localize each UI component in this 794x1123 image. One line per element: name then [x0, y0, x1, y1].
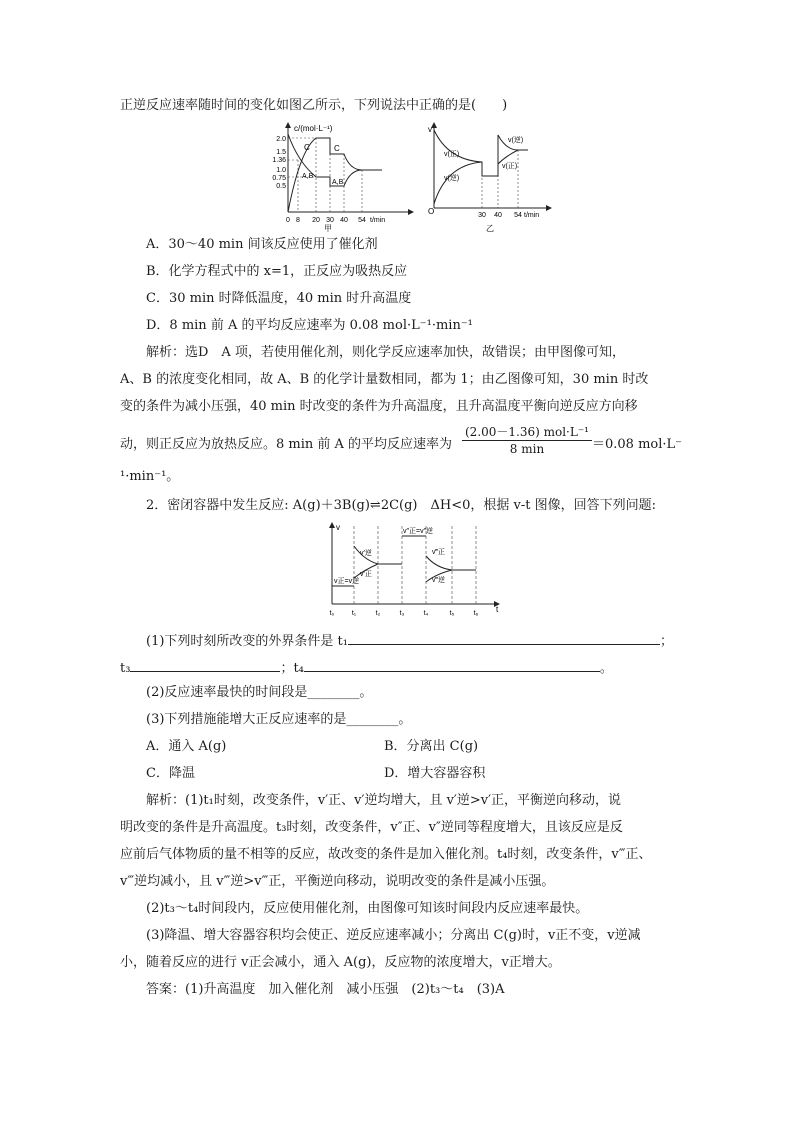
answer-blank-t3[interactable] — [130, 657, 280, 672]
q1-analysis-line: 解析：选D A 项，若使用催化剂，则化学反应速率加快，故错误；由甲图像可知， — [146, 345, 625, 360]
fig-jia-ytick: 1.5 — [276, 149, 286, 156]
fig-q2-label-v1-rev: v′逆 — [360, 550, 372, 557]
fig-jia-xtick: 30 — [326, 217, 334, 224]
fig-jia-xtick: 54 — [358, 217, 366, 224]
q1-analysis-line: ＝0.08 mol·L⁻ — [592, 437, 683, 452]
fig-q2-label-v2: v″正=v″逆 — [403, 528, 434, 535]
q2-analysis-line: v‴逆均减小，且 v‴逆>v‴正，平衡逆向移动，说明改变的条件是减小压强。 — [120, 874, 555, 889]
fig-yi-xtick: 54 — [514, 212, 522, 219]
q2-stem: 2．密闭容器中发生反应: A(g)＋3B(g)⇌2C(g) ΔH<0，根据 v-t 图像，回答下列问题: — [146, 498, 656, 513]
fig-jia-xtick: 40 — [340, 217, 348, 224]
q2-sub1-t3-label: t₃ — [120, 661, 131, 676]
figure-q2-vt-chart — [324, 520, 504, 622]
fig-jia-ytick: 2.0 — [276, 136, 286, 143]
q2-sub1-sep: ； — [280, 661, 294, 676]
fig-q2-tick: t₀ — [329, 610, 335, 617]
fig-q2-tick: t₅ — [449, 610, 455, 617]
fig-jia-ytick: 1.36 — [272, 157, 286, 164]
fig-q2-tick: t₃ — [399, 610, 405, 617]
fig-jia-xtick: 8 — [296, 217, 300, 224]
fraction-denominator: 8 min — [462, 440, 592, 457]
q1-analysis-line: 动，则正反应为放热反应。8 min 前 A 的平均反应速率为 — [120, 437, 453, 452]
q2-sub2: (2)反应速率最快的时间段是________。 — [146, 685, 373, 700]
fig-yi-origin: O — [428, 207, 435, 216]
q1-intro: 正逆反应速率随时间的变化如图乙所示，下列说法中正确的是( ) — [120, 98, 508, 113]
q2-sub1-label: (1)下列时刻所改变的外界条件是 t₁ — [146, 634, 348, 649]
fig-jia-ylabel: c/(mol·L⁻¹) — [294, 124, 333, 133]
fig-yi-caption: 乙 — [486, 224, 494, 232]
q2-option-a: A．通入 A(g) — [146, 739, 227, 754]
q2-analysis-line: 应前后气体物质的量不相等的反应，故改变的条件是加入催化剂。t₄时刻，改变条件，v‴正、 — [120, 847, 652, 862]
q2-analysis-line: 明改变的条件是升高温度。t₃时刻，改变条件，v″正、v″逆同等程度增大，且该反应是反 — [120, 820, 623, 835]
answer-blank-t1[interactable] — [348, 630, 660, 645]
fig-yi-xtick: 30 — [478, 212, 486, 219]
q1-option-a: A．30～40 min 间该反应使用了催化剂 — [146, 237, 378, 252]
fig-q2-tick: t₂ — [375, 610, 381, 617]
fig-yi-v-rev: v(逆) — [444, 175, 460, 182]
q1-analysis-line: A、B 的浓度变化相同，故 A、B 的化学计量数相同，都为 1；由乙图像可知，30 min 时改 — [120, 372, 649, 387]
fig-yi-xtick: 40 — [494, 212, 502, 219]
q2-sub1 — [146, 630, 673, 651]
q1-option-b: B．化学方程式中的 x=1，正反应为吸热反应 — [146, 264, 408, 279]
fig-jia-label-ab: A,B — [332, 179, 344, 186]
fig-jia-ytick: 0.5 — [276, 183, 286, 190]
fig-q2-xlabel: t — [496, 605, 499, 614]
q2-answer: 答案：(1)升高温度 加入催化剂 减小压强 (2)t₃～t₄ (3)A — [146, 982, 505, 997]
fig-jia-label-ab: A,B — [302, 173, 314, 180]
fig-jia-label-c: C — [304, 143, 310, 152]
fig-jia-xtick: 0 — [286, 217, 290, 224]
q1-option-d: D．8 min 前 A 的平均反应速率为 0.08 mol·L⁻¹·min⁻¹ — [146, 318, 473, 333]
q2-analysis-line: 小，随着反应的进行 v正会减小，通入 A(g)，反应物的浓度增大，v正增大。 — [120, 955, 561, 970]
fig-yi-ylabel: v — [428, 125, 432, 134]
fig-jia-ytick: 1.0 — [276, 167, 286, 174]
fig-jia-xlabel: t/min — [370, 217, 386, 224]
fig-q2-tick: t₁ — [351, 610, 357, 617]
q2-option-d: D．增大容器容积 — [384, 766, 486, 781]
q2-sub1-t4-label: t₄ — [293, 661, 304, 676]
figure-yi-rate-chart — [426, 120, 556, 232]
fig-yi-v-fwd: v(正) — [444, 151, 460, 158]
fig-q2-label-v1-fwd: v′正 — [360, 571, 372, 578]
fig-jia-label-c: C — [334, 144, 340, 153]
fig-jia-caption: 甲 — [324, 224, 332, 232]
fig-yi-v-rev2: v(逆) — [508, 137, 524, 144]
q2-sub3: (3)下列措施能增大正反应速率的是________。 — [146, 712, 412, 727]
fig-q2-label-eq: v正=v逆 — [334, 578, 360, 585]
q2-sub1-end: ； — [659, 634, 673, 649]
q1-analysis-line: ¹·min⁻¹。 — [120, 469, 180, 484]
figure-jia-concentration-chart — [258, 120, 418, 232]
q2-sub1-period: 。 — [599, 661, 613, 676]
fig-q2-ylabel: v — [336, 523, 340, 532]
fig-q2-tick: t₄ — [423, 610, 429, 617]
fig-q2-label-v3-rev: v‴逆 — [432, 577, 445, 584]
fig-q2-tick: t₆ — [473, 610, 479, 617]
fig-jia-ytick: 0.75 — [272, 175, 286, 182]
q1-analysis-line: 变的条件为减小压强，40 min 时改变的条件为升高温度，且升高温度平衡向逆反应方向移 — [120, 399, 638, 414]
q2-option-b: B．分离出 C(g) — [384, 739, 479, 754]
q2-analysis-line: 解析：(1)t₁时刻，改变条件，v′正、v′逆均增大，且 v′逆>v′正，平衡逆向移动，说 — [146, 793, 622, 808]
fig-jia-xtick: 20 — [312, 217, 320, 224]
q2-option-c: C．降温 — [146, 766, 195, 781]
fig-q2-label-v3-fwd: v‴正 — [432, 549, 445, 556]
q1-analysis-fraction — [462, 424, 592, 457]
fig-yi-v-fwd2: v(正) — [502, 163, 518, 170]
q2-analysis-line: (2)t₃～t₄时间段内，反应使用催化剂，由图像可知该时间段内反应速率最快。 — [146, 901, 589, 916]
fig-yi-xlabel: t/min — [524, 212, 540, 219]
q2-analysis-line: (3)降温、增大容器容积均会使正、逆反应速率减小；分离出 C(g)时，v正不变，v逆减 — [146, 928, 641, 943]
answer-blank-t4[interactable] — [304, 657, 600, 672]
q1-option-c: C．30 min 时降低温度，40 min 时升高温度 — [146, 291, 412, 306]
q2-sub1-cont — [120, 657, 613, 678]
fraction-numerator: (2.00－1.36) mol·L⁻¹ — [465, 425, 589, 439]
